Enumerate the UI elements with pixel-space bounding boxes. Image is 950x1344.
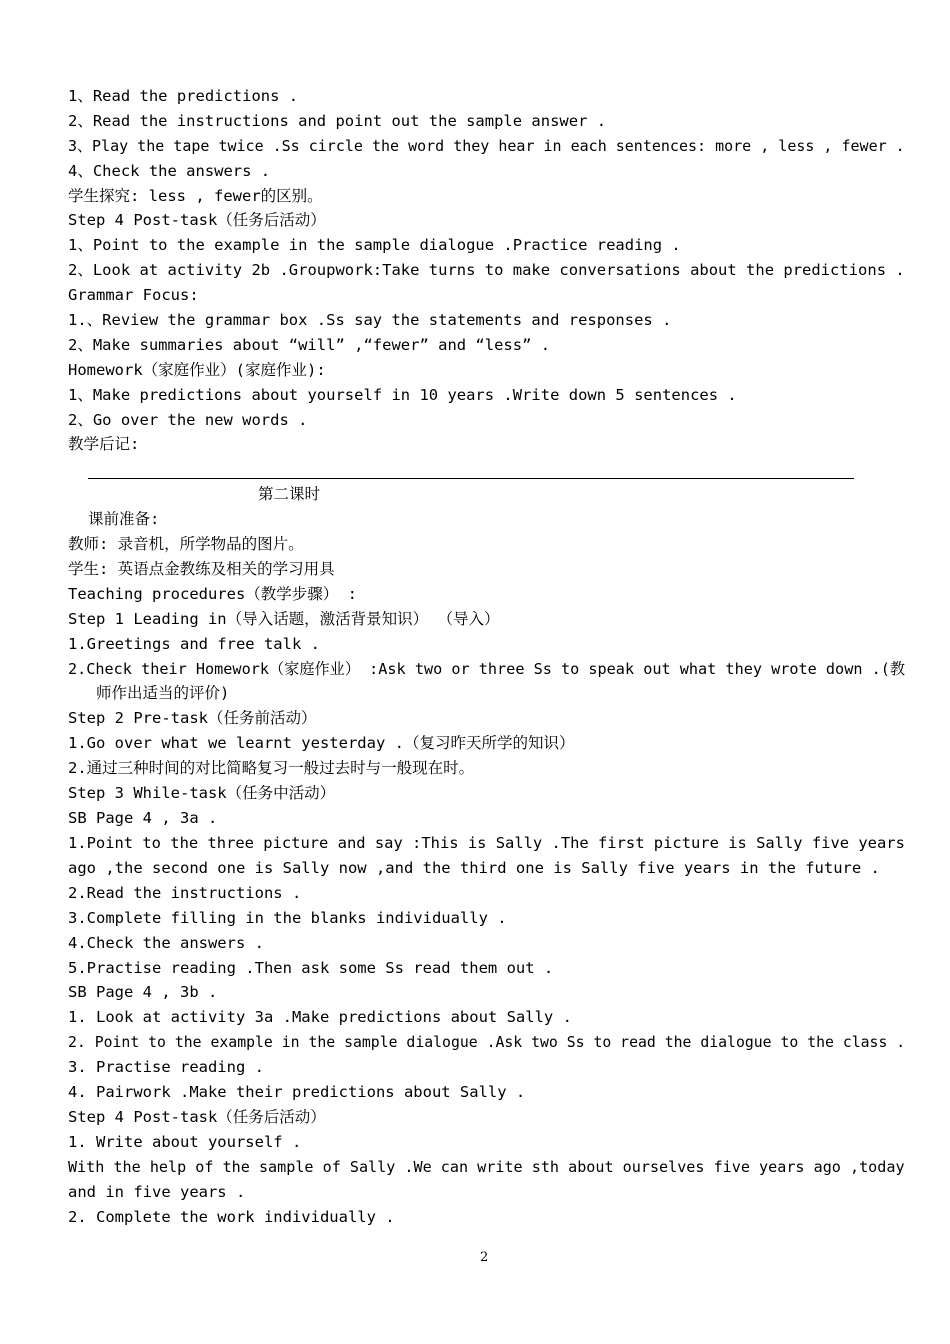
lesson-title: 第二课时 bbox=[258, 485, 321, 503]
text-line: 1.、Review the grammar box .Ss say the statements and responses . bbox=[68, 311, 672, 329]
text-line: SB Page 4 , 3b . bbox=[68, 983, 218, 1001]
text-line: 2、Make summaries about “will” ,“fewer” and “less” . bbox=[68, 336, 551, 354]
text-line: 1、Make predictions about yourself in 10 years .Write down 5 sentences . bbox=[68, 386, 737, 404]
text-line: 2.Read the instructions . bbox=[68, 884, 302, 902]
text-line: 2. Point to the example in the sample dialogue .Ask two Ss to read the dialogue to the class . bbox=[68, 1033, 906, 1051]
text-line: 学生探究: less , fewer的区别。 bbox=[68, 187, 323, 205]
text-line: 师作出适当的评价) bbox=[96, 684, 230, 702]
text-line: 2. Complete the work individually . bbox=[68, 1208, 395, 1226]
text-line: 2.Check their Homework（家庭作业） :Ask two or three Ss to speak out what they wrote down .(教 bbox=[68, 660, 906, 678]
text-line: ago ,the second one is Sally now ,and the third one is Sally five years in the future . bbox=[68, 859, 880, 877]
step-heading: Step 4 Post-task（任务后活动） bbox=[68, 211, 326, 229]
text-line: 3、Play the tape twice .Ss circle the word they hear in each sentences: more , less , fewer . bbox=[68, 137, 905, 155]
text-line: 1、Point to the example in the sample dialogue .Practice reading . bbox=[68, 236, 681, 254]
text-line: 1.Go over what we learnt yesterday .（复习昨天所学的知识） bbox=[68, 734, 575, 752]
text-line: Teaching procedures（教学步骤） : bbox=[68, 585, 357, 603]
text-line: 2、Go over the new words . bbox=[68, 411, 308, 429]
text-line: 2、Read the instructions and point out the sample answer . bbox=[68, 112, 607, 130]
text-line: 教师: 录音机，所学物品的图片。 bbox=[68, 535, 304, 553]
text-line: and in five years . bbox=[68, 1183, 246, 1201]
text-line: 1. Look at activity 3a .Make predictions about Sally . bbox=[68, 1008, 572, 1026]
text-line: 4.Check the answers . bbox=[68, 934, 264, 952]
step-heading: Step 4 Post-task（任务后活动） bbox=[68, 1108, 326, 1126]
text-line: 学生: 英语点金教练及相关的学习用具 bbox=[68, 560, 335, 578]
text-line: 3. Practise reading . bbox=[68, 1058, 264, 1076]
text-line: 5.Practise reading .Then ask some Ss read them out . bbox=[68, 959, 554, 977]
divider bbox=[88, 478, 854, 479]
text-line: 教学后记: bbox=[68, 435, 140, 453]
text-line: 4. Pairwork .Make their predictions about Sally . bbox=[68, 1083, 526, 1101]
text-line: SB Page 4 , 3a . bbox=[68, 809, 218, 827]
step-heading: Step 2 Pre-task（任务前活动） bbox=[68, 709, 317, 727]
text-line: 4、Check the answers . bbox=[68, 162, 271, 180]
prep-heading: 课前准备: bbox=[88, 510, 160, 528]
step-heading: Step 3 While-task（任务中活动） bbox=[68, 784, 336, 802]
text-line: 2.通过三种时间的对比简略复习一般过去时与一般现在时。 bbox=[68, 759, 475, 777]
text-line: 2、Look at activity 2b .Groupwork:Take turns to make conversations about the predictions . bbox=[68, 261, 905, 279]
text-line: 1、Read the predictions . bbox=[68, 87, 299, 105]
text-line: 1.Point to the three picture and say :This is Sally .The first picture is Sally five years bbox=[68, 834, 905, 852]
section-heading: Grammar Focus: bbox=[68, 286, 199, 304]
text-line: 1.Greetings and free talk . bbox=[68, 635, 320, 653]
page-number: 2 bbox=[480, 1250, 489, 1265]
step-heading: Step 1 Leading in（导入话题，激活背景知识） （导入） bbox=[68, 610, 500, 628]
section-heading: Homework（家庭作业）(家庭作业): bbox=[68, 361, 326, 379]
text-line: 3.Complete filling in the blanks individually . bbox=[68, 909, 507, 927]
text-line: 1. Write about yourself . bbox=[68, 1133, 302, 1151]
text-line: With the help of the sample of Sally .We can write sth about ourselves five years ago ,today bbox=[68, 1158, 905, 1176]
